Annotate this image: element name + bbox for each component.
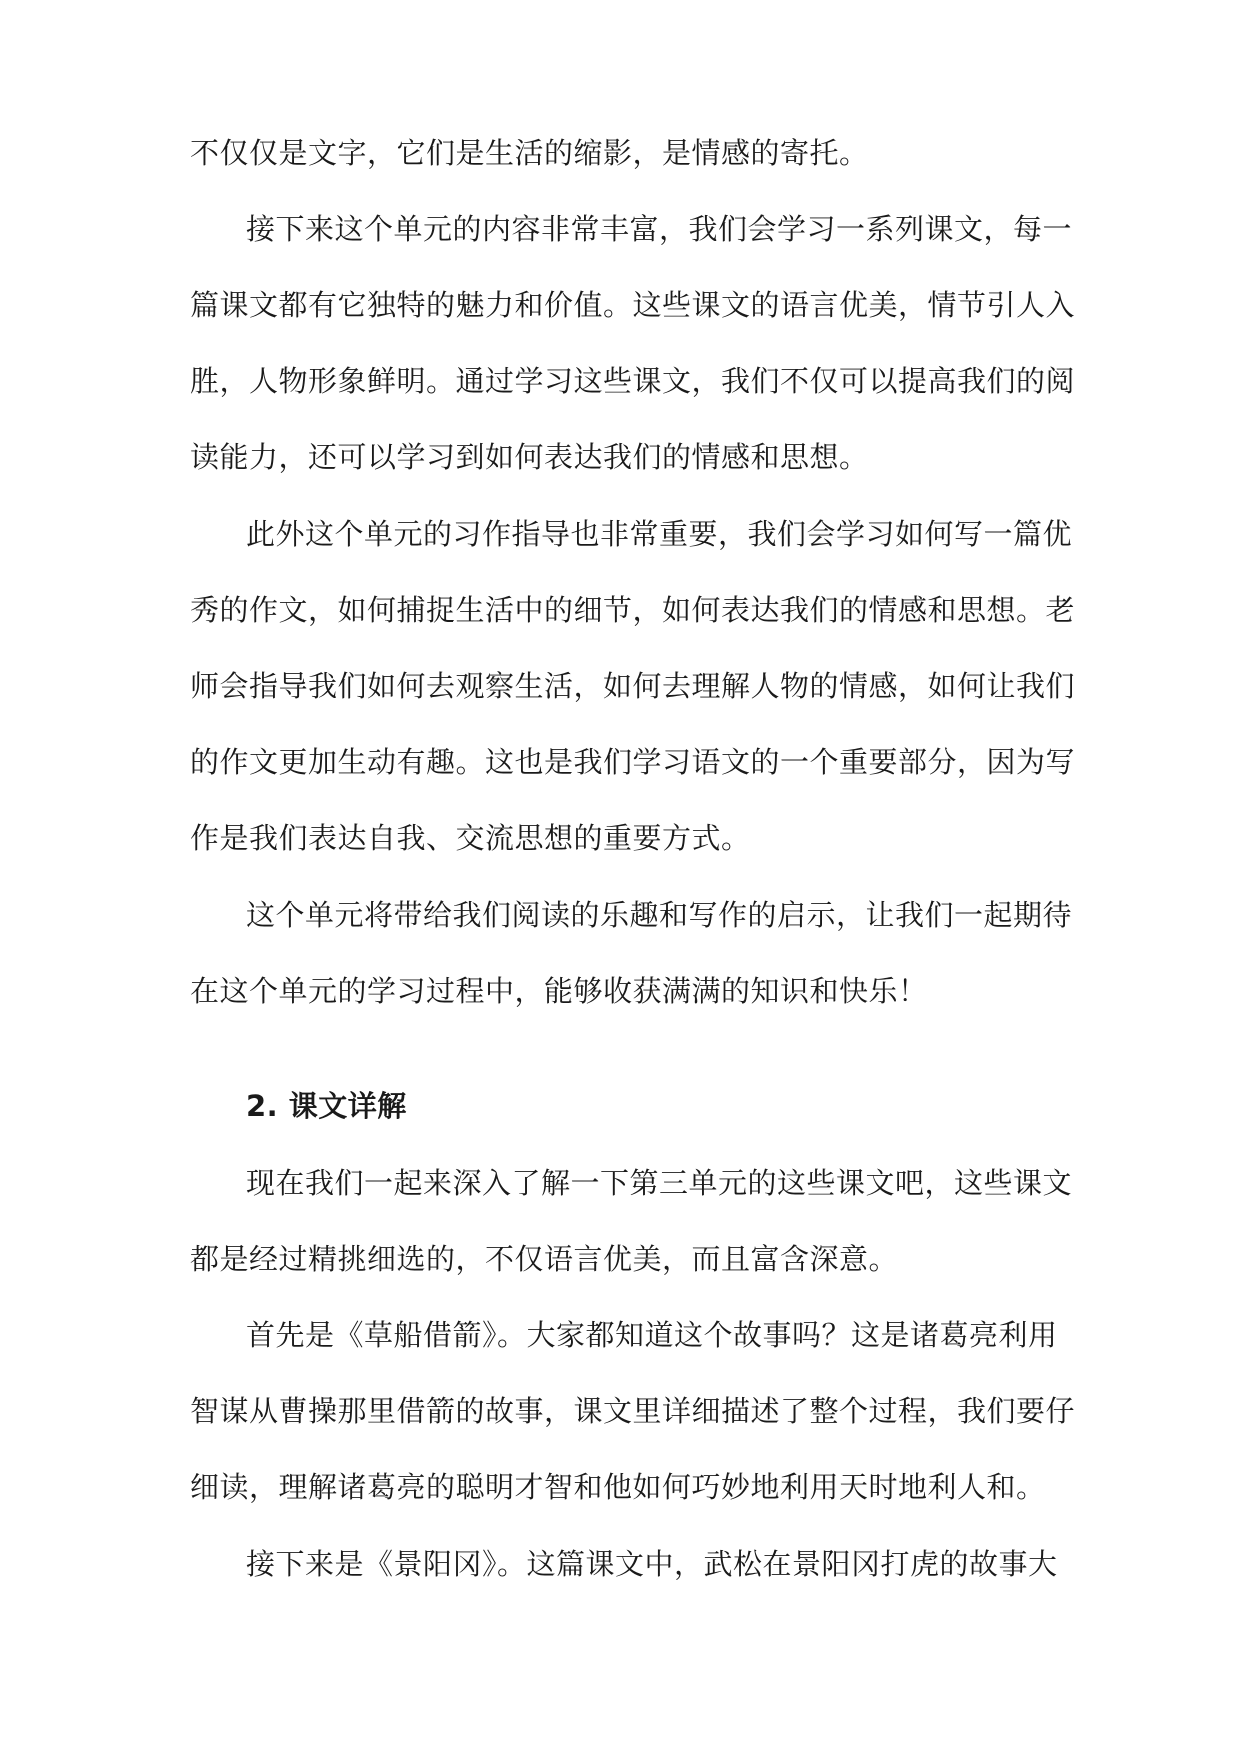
paragraph-line bbox=[0, 1534, 1241, 1594]
section-heading-text: 2. 课文详解 bbox=[246, 1089, 407, 1123]
text-line: 秀的作文，如何捕捉生活中的细节，如何表达我们的情感和思想。老 bbox=[190, 593, 1076, 627]
text-line: 胜，人物形象鲜明。通过学习这些课文，我们不仅可以提高我们的阅 bbox=[190, 364, 1076, 398]
paragraph-line bbox=[0, 1381, 1241, 1441]
text-line: 接下来这个单元的内容非常丰富，我们会学习一系列课文，每一 bbox=[246, 212, 1073, 246]
paragraph-line bbox=[0, 732, 1241, 792]
paragraph-line bbox=[0, 351, 1241, 411]
text-line: 师会指导我们如何去观察生活，如何去理解人物的情感，如何让我们 bbox=[190, 669, 1076, 703]
text-line: 接下来是《景阳冈》。这篇课文中，武松在景阳冈打虎的故事大 bbox=[246, 1547, 1058, 1581]
paragraph-line bbox=[0, 504, 1241, 564]
text-line: 都是经过精挑细选的，不仅语言优美，而且富含深意。 bbox=[190, 1242, 899, 1276]
text-line: 作是我们表达自我、交流思想的重要方式。 bbox=[190, 821, 751, 855]
paragraph-line bbox=[0, 580, 1241, 640]
text-line: 智谋从曹操那里借箭的故事，课文里详细描述了整个过程，我们要仔 bbox=[190, 1394, 1076, 1428]
paragraph-line bbox=[0, 1153, 1241, 1213]
text-line: 首先是《草船借箭》。大家都知道这个故事吗？这是诸葛亮利用 bbox=[246, 1318, 1058, 1352]
text-line: 不仅仅是文字，它们是生活的缩影，是情感的寄托。 bbox=[190, 136, 869, 170]
text-line: 篇课文都有它独特的魅力和价值。这些课文的语言优美，情节引人入 bbox=[190, 288, 1076, 322]
section-heading bbox=[0, 1076, 1241, 1136]
text-line: 这个单元将带给我们阅读的乐趣和写作的启示，让我们一起期待 bbox=[246, 898, 1073, 932]
text-line: 细读，理解诸葛亮的聪明才智和他如何巧妙地利用天时地利人和。 bbox=[190, 1470, 1046, 1504]
paragraph-line bbox=[0, 885, 1241, 945]
paragraph-line bbox=[0, 1457, 1241, 1517]
paragraph-line bbox=[0, 961, 1241, 1021]
paragraph-line bbox=[0, 427, 1241, 487]
paragraph-line bbox=[0, 275, 1241, 335]
paragraph-line bbox=[0, 656, 1241, 716]
paragraph-line bbox=[0, 123, 1241, 183]
text-line: 在这个单元的学习过程中，能够收获满满的知识和快乐！ bbox=[190, 974, 928, 1008]
text-line: 现在我们一起来深入了解一下第三单元的这些课文吧，这些课文 bbox=[246, 1166, 1073, 1200]
text-line: 此外这个单元的习作指导也非常重要，我们会学习如何写一篇优 bbox=[246, 517, 1073, 551]
text-line: 读能力，还可以学习到如何表达我们的情感和思想。 bbox=[190, 440, 869, 474]
paragraph-line bbox=[0, 1305, 1241, 1365]
paragraph-line bbox=[0, 1229, 1241, 1289]
text-line: 的作文更加生动有趣。这也是我们学习语文的一个重要部分，因为写 bbox=[190, 745, 1076, 779]
paragraph-line bbox=[0, 199, 1241, 259]
paragraph-line bbox=[0, 808, 1241, 868]
